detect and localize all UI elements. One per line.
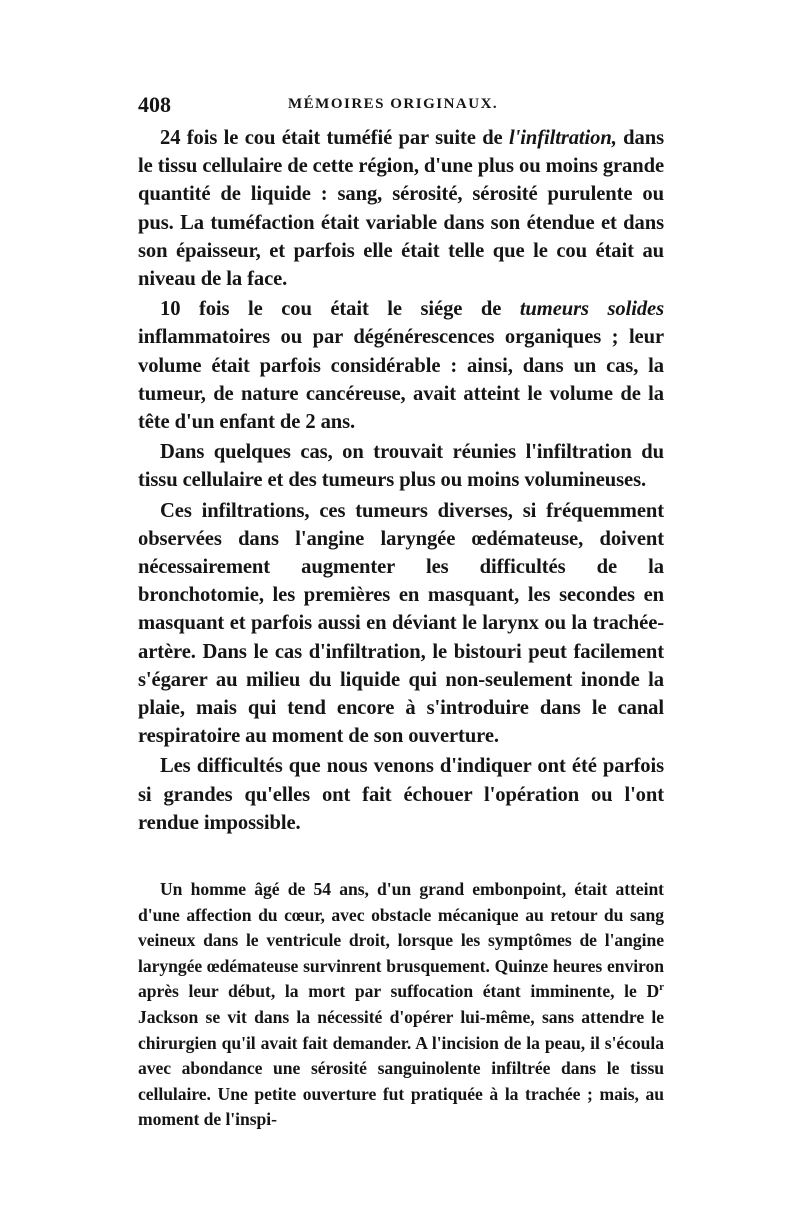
case-note-text-after: Jackson se vit dans la nécessité d'opérer lui-même, sans attendre le chirurgien qu'il avait fait demander. A l'incision de la peau, il s'écoula avec abondance une sérosité sanguinolente infiltrée dans le tissu cellulaire. Une petite ouverture fut pratiquée à la trachée ; mais, au moment de l'inspi- xyxy=(138,1007,664,1130)
paragraph-3: Dans quelques cas, on trouvait réunies l'infiltration du tissu cellulaire et des tumeurs plus ou moins volumineuses. xyxy=(138,441,664,492)
paragraph-5: Les difficultés que nous venons d'indiquer ont été parfois si grandes qu'elles ont fait échouer l'opération ou l'ont rendue impossible. xyxy=(138,755,664,834)
paragraph-4: Ces infiltrations, ces tumeurs diverses, si fréquemment observées dans l'angine laryngée œdémateuse, doivent nécessairement augmenter les difficultés de la bronchotomie, les premières en masquant, les secondes en masquant et parfois aussi en déviant le larynx ou la trachée-artère. Dans le cas d'infiltration, le bistouri peut facilement s'égarer au milieu du liquide qui non-seulement inonde la plaie, mais qui tend encore à s'introduire dans le canal respiratoire au moment de son ouverture. xyxy=(138,499,664,748)
book-page xyxy=(138,92,664,1133)
case-note-superscript: r xyxy=(659,981,664,994)
paragraph-2-emphasis: tumeurs solides xyxy=(519,298,664,321)
case-note xyxy=(138,877,664,1133)
page-number: 408 xyxy=(138,92,171,117)
main-text xyxy=(138,124,664,837)
running-title: MÉMOIRES ORIGINAUX. xyxy=(288,96,499,112)
paragraph-2 xyxy=(138,295,664,436)
paragraph-2-text-before: 10 fois le cou était le siége de xyxy=(160,298,520,321)
case-note-text-before: Un homme âgé de 54 ans, d'un grand embonpoint, était atteint d'une affection du cœur, avec obstacle mécanique au retour du sang veineux dans le ventricule droit, lorsque les symptômes de l'angine laryngée œdémateuse survinrent brusquement. Quinze heures environ après leur début, la mort par suffocation étant imminente, le D xyxy=(138,879,664,1002)
paragraph-1-text-before: 24 fois le cou était tuméfié par suite de xyxy=(160,127,509,149)
paragraph-1-text-after: dans le tissu cellulaire de cette région, d'une plus ou moins grande quantité de liquide : sang, sérosité, sérosité purulente ou pus. La tuméfaction était variable dans son étendue et dans son épaisseur, et parfois elle était telle que le cou était au niveau de la face. xyxy=(138,127,664,291)
case-note-paragraph xyxy=(138,877,664,1133)
page-header xyxy=(138,92,664,124)
paragraph-2-text-after: inflammatoires ou par dégénérescences organiques ; leur volume était parfois considérable : ainsi, dans un cas, la tumeur, de nature cancéreuse, avait atteint le volume de la tête d'un enfant de 2 ans. xyxy=(138,326,664,434)
paragraph-1 xyxy=(138,124,664,293)
paragraph-1-emphasis: l'infiltration, xyxy=(508,127,617,149)
